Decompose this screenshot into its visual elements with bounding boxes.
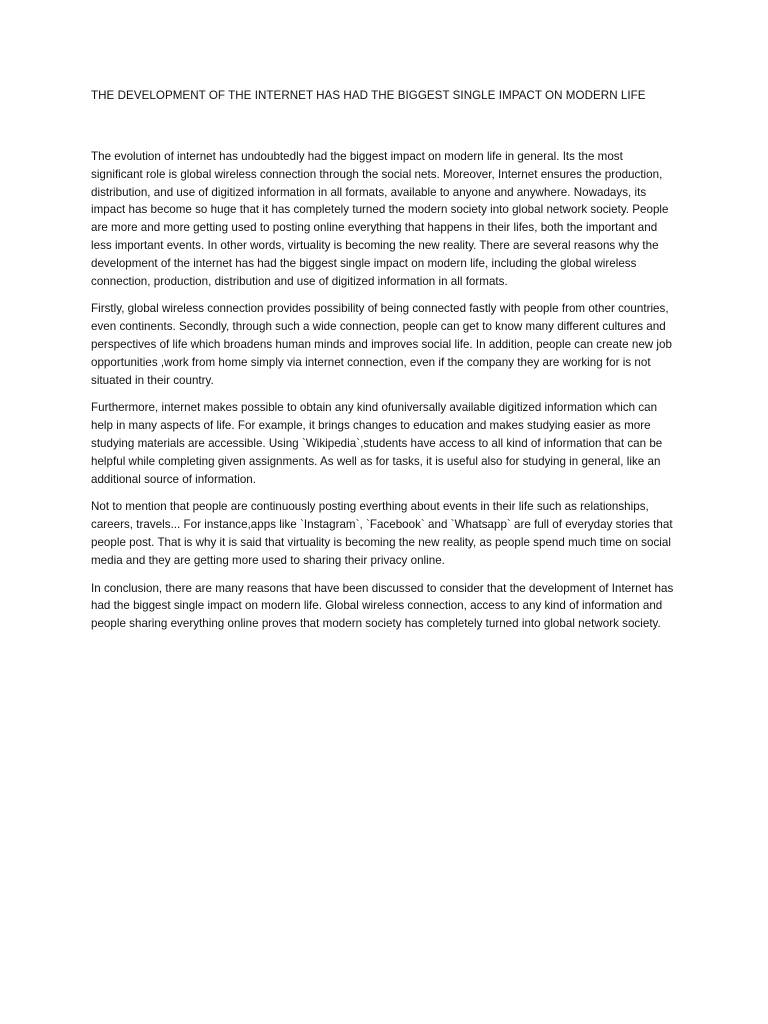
- paragraph-introduction: The evolution of internet has undoubtedly had the biggest impact on modern life in general. Its the most significant role is global wireless connection through the social nets. Moreover, Internet ensures the production, distribution, and use of digitized information in all formats, available to anyone and anywhere. Nowadays, its impact has become so huge that it has completely turned the modern society into global network society. People are more and more getting used to posting online everything that happens in their lifes, both the important and less important events. In other words, virtuality is becoming the new reality. There are several reasons why the development of the internet has had the biggest single impact on modern life, including the global wireless connection, production, distribution and use of digitized information in all formats.: [91, 150, 669, 288]
- paragraph-social-media: Not to mention that people are continuously posting everthing about events in their life such as relationships, careers, travels... For instance,apps like `Instagram`, `Facebook` and `Whatsapp` are full of everyday stories that people post. That is why it is said that virtuality is becoming the new reality, as people spend much time on social media and they are getting more used to sharing their privacy online.: [91, 500, 673, 567]
- document-content: [91, 88, 675, 643]
- paragraph-conclusion: In conclusion, there are many reasons that have been discussed to consider that the development of Internet has had the biggest single impact on modern life. Global wireless connection, access to any kind of information and people sharing everything online proves that modern society has completely turned into global network society.: [91, 581, 674, 631]
- paragraph-digitized-information: Furthermore, internet makes possible to obtain any kind ofuniversally available digitized information which can help in many aspects of life. For example, it brings changes to education and makes studying easier as more studying materials are accessible. Using `Wikipedia`,students have access to all kind of information that can be helpful while completing given assignments. As well as for tasks, it is useful also for studying in general, like an additional source of information.: [91, 401, 663, 486]
- paragraph-global-connection: Firstly, global wireless connection provides possibility of being connected fastly with people from other countries, even continents. Secondly, through such a wide connection, people can get to know many different cultures and perspectives of life which broadens human minds and improves social life. In addition, people can create new job opportunities ,work from home simply via internet connection, even if the company they are working for is not situated in their country.: [91, 302, 672, 387]
- document-title: THE DEVELOPMENT OF THE INTERNET HAS HAD THE BIGGEST SINGLE IMPACT ON MODERN LIFE: [91, 89, 646, 102]
